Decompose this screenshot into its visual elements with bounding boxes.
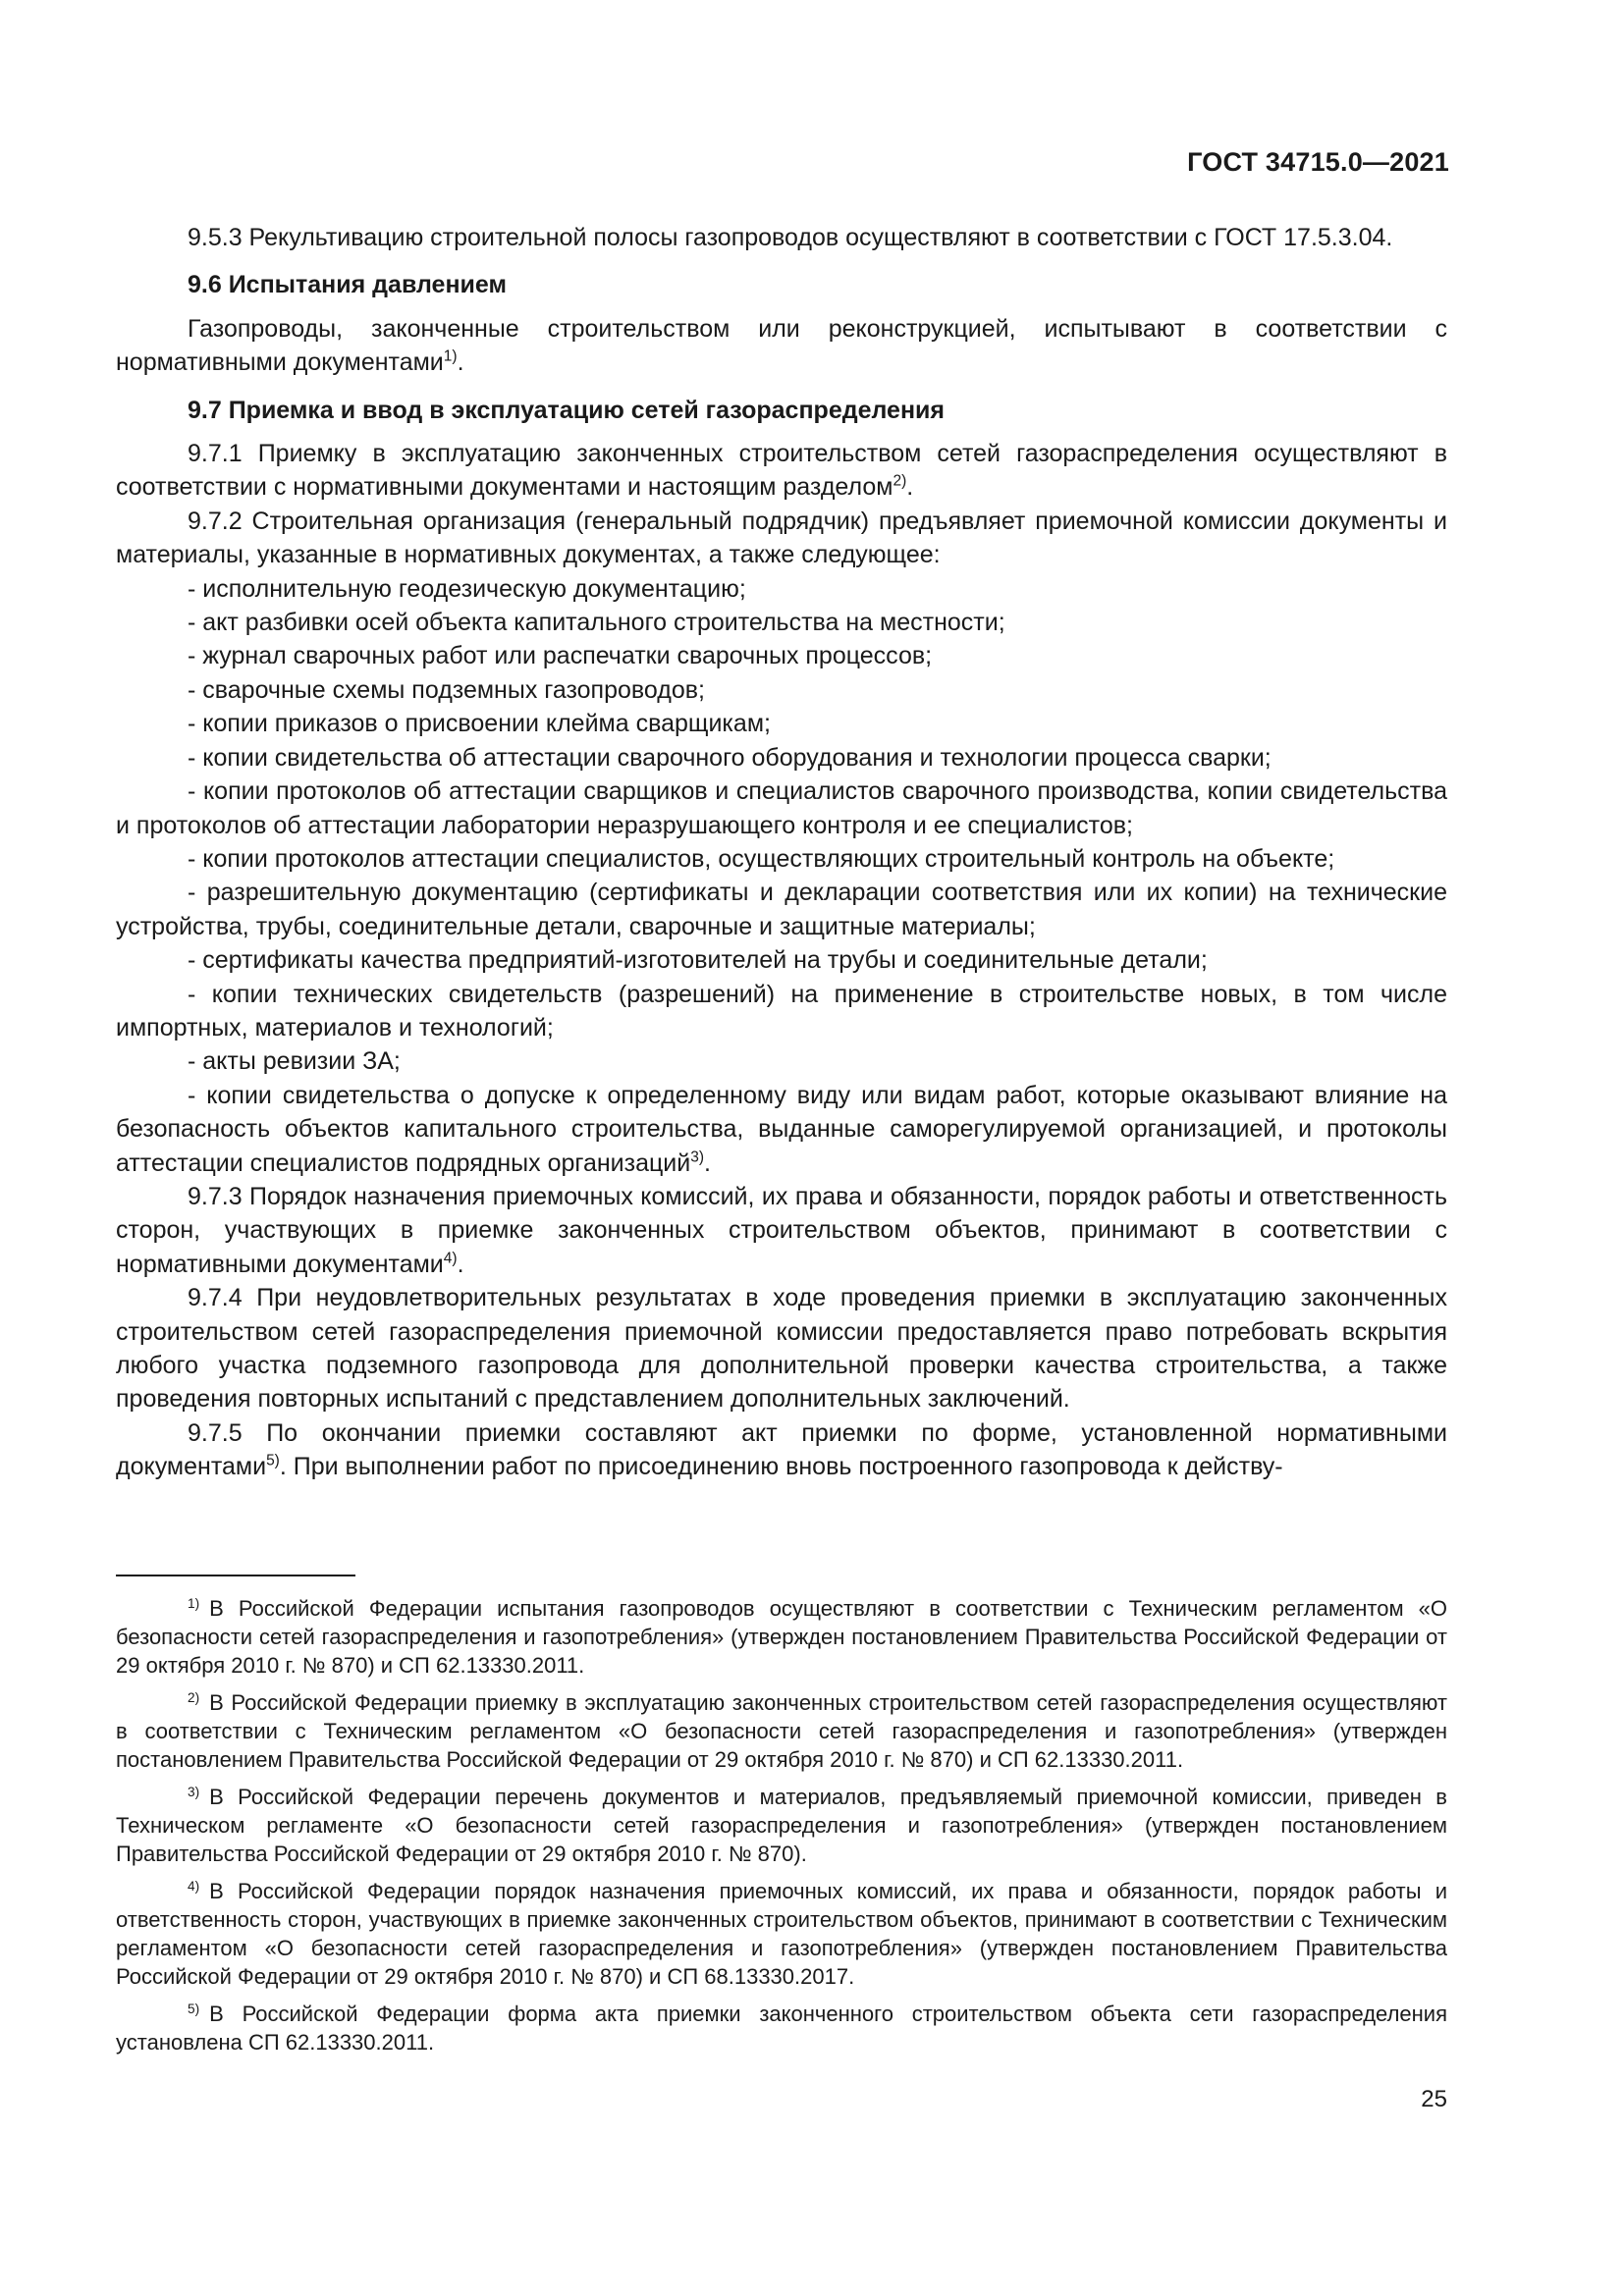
paragraph-9-7-1: 9.7.1 Приемку в эксплуатацию законченных строительством сетей газораспределения осуществляют в соответствии с нормативными документами и настоящим разделом$^{2)}$. [116,440,1447,502]
footnote-3: $^{3)}$ В Российской Федерации перечень документов и материалов, предъявляемый приемочной комиссии, приведен в Техническом регламенте «О безопасности сетей газораспределения и газопотребления» (утвержден постановлением Правительства Российской Федерации от 29 октября 2010 г. № 870). [116,1784,1447,1866]
footnote-ref-3[interactable]: 3) [690,1148,705,1165]
footnote-mark: 2) [188,1689,200,1705]
paragraph-9-6-text: Газопроводы, законченные строительством или реконструкцией, испытывают в соответствии с нормативными документами$^{1)}$. [116,314,1447,377]
paragraph-9-7-5: 9.7.5 По окончании приемки составляют акт приемки по форме, установленной нормативными документами$^{5)}$. При выполнении работ по присоединению вновь построенного газопровода к действу- [116,1418,1447,1481]
footnote-separator [116,1575,355,1576]
footnotes [116,1594,1447,2065]
footnote-ref-5[interactable]: 5) [266,1452,280,1469]
list-item: - акт разбивки осей объекта капитального строительства на местности; [188,609,1005,637]
list-item: - копии свидетельства о допуске к определенному виду или видам работ, которые оказывают влияние на безопасность объектов капитального строительства, выданные саморегулируемой организацией, и протоколы аттестации специалистов подрядных организаций$^{3)}$. [116,1081,1447,1177]
list-item: - копии технических свидетельств (разрешений) на применение в строительстве новых, в том числе импортных, материалов и технологий; [116,980,1447,1041]
paragraph-9-7-3: 9.7.3 Порядок назначения приемочных комиссий, их права и обязанности, порядок работы и ответственность сторон, участвующих в приемке законченных строительством объектов, принимают в соответствии с нормативными документами$^{4)}$. [116,1182,1447,1278]
footnote-ref-2[interactable]: 2) [893,472,907,490]
footnote-2: $^{2)}$ В Российской Федерации приемку в эксплуатацию законченных строительством сетей газораспределения осуществляют в соответствии с Техническим регламентом «О безопасности сетей газораспределения и газопотребления» (утвержден постановлением Правительства Российской Федерации от 29 октября 2010 г. № 870) и СП 62.13330.2011. [116,1689,1447,1772]
list-item: - сертификаты качества предприятий-изготовителей на трубы и соединительные детали; [188,946,1208,975]
footnote-mark: 5) [188,2001,200,2016]
list-item: - акты ревизии ЗА; [188,1047,401,1076]
section-heading-9-6: 9.6 Испытания давлением [188,271,507,299]
paragraph-9-7-2: 9.7.2 Строительная организация (генеральный подрядчик) предъявляет приемочной комиссии документы и материалы, указанные в нормативных документах, а также следующее: [116,507,1447,569]
page-number: 25 [1421,2086,1447,2112]
list-item: - сварочные схемы подземных газопроводов; [188,675,705,704]
list-item: - копии протоколов об аттестации сварщиков и специалистов сварочного производства, копии свидетельства и протоколов об аттестации лаборатории неразрушающего контроля и ее специалистов; [116,777,1447,839]
footnote-ref-1[interactable]: 1) [443,347,458,365]
list-item: - журнал сварочных работ или распечатки сварочных процессов; [188,642,933,670]
list-item: - копии приказов о присвоении клейма сварщикам; [188,710,771,738]
document-id-header: ГОСТ 34715.0—2021 [1187,147,1449,177]
list-item: - копии протоколов аттестации специалистов, осуществляющих строительный контроль на объекте; [188,844,1335,873]
paragraph-9-5-3: 9.5.3 Рекультивацию строительной полосы газопроводов осуществляют в соответствии с ГОСТ 17.5.3.04. [188,224,1393,251]
footnote-ref-4[interactable]: 4) [443,1250,458,1267]
footnote-5: $^{5)}$ В Российской Федерации форма акта приемки законченного строительством объекта сети газораспределения установлена СП 62.13330.2011. [116,2001,1447,2055]
footnote-4: $^{4)}$ В Российской Федерации порядок назначения приемочных комиссий, их права и обязанности, порядок работы и ответственность сторон, участвующих в приемке законченных строительством объектов, принимают в соответствии с Техническим регламентом «О безопасности сетей газораспределения и газопотребления» (утвержден постановлением Правительства Российской Федерации от 29 октября 2010 г. № 870) и СП 68.13330.2017. [116,1878,1447,1989]
footnote-1: $^{1)}$ В Российской Федерации испытания газопроводов осуществляют в соответствии с Техническим регламентом «О безопасности сетей газораспределения и газопотребления» (утвержден постановлением Правительства Российской Федерации от 29 октября 2010 г. № 870) и СП 62.13330.2011. [116,1595,1447,1678]
footnote-mark: 3) [188,1784,200,1799]
footnote-mark: 4) [188,1878,200,1894]
paragraph-9-7-4: 9.7.4 При неудовлетворительных результатах в ходе проведения приемки в эксплуатацию законченных строительством сетей газораспределения приемочной комиссии предоставляется право потребовать вскрытия любого участка подземного газопровода для дополнительной проверки качества строительства, а также проведения повторных испытаний с представлением дополнительных заключений. [116,1284,1447,1414]
list-item: - копии свидетельства об аттестации сварочного оборудования и технологии процесса сварки; [188,743,1272,772]
body-text [116,221,1447,1484]
list-item: - разрешительную документацию (сертификаты и декларации соответствия или их копии) на технические устройства, трубы, соединительные детали, сварочные и защитные материалы; [116,879,1447,940]
footnote-mark: 1) [188,1595,200,1611]
list-item: - исполнительную геодезическую документацию; [188,574,746,603]
section-heading-9-7: 9.7 Приемка и ввод в эксплуатацию сетей газораспределения [188,396,946,424]
